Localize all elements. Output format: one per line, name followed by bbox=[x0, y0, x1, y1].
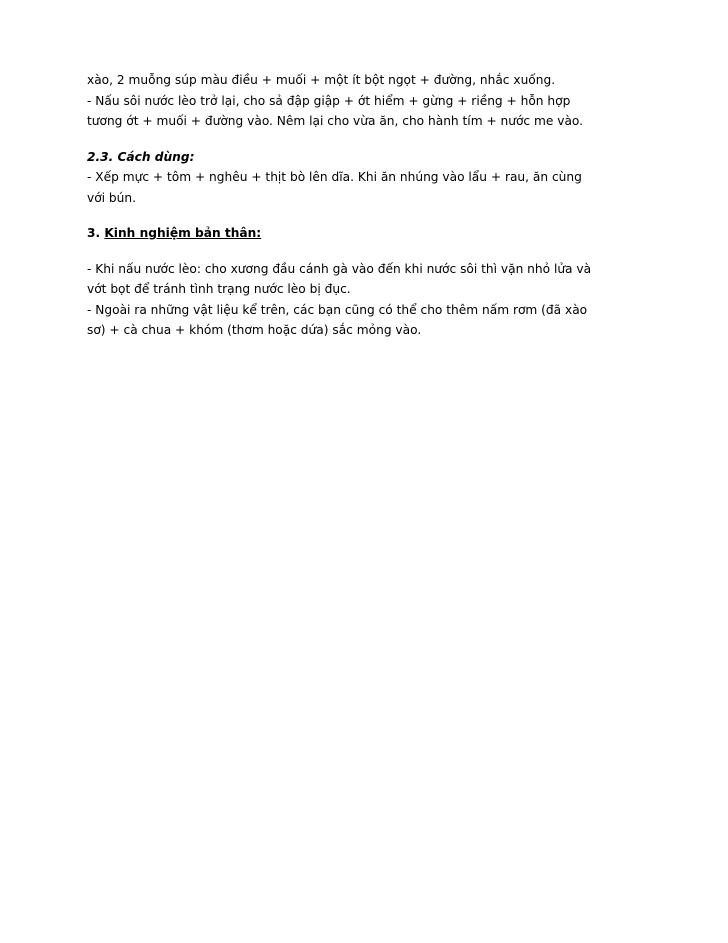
section-heading: 2.3. Cách dùng: bbox=[87, 149, 195, 164]
text-line: sơ) + cà chua + khóm (thơm hoặc dứa) sắc mỏng vào. bbox=[87, 323, 422, 337]
paragraph-spacer bbox=[87, 244, 647, 259]
section-cach-dung bbox=[87, 147, 647, 209]
text-line: tương ớt + muối + đường vào. Nêm lại cho vừa ăn, cho hành tím + nước me vào. bbox=[87, 114, 584, 128]
section-heading-number: 3. bbox=[87, 226, 105, 240]
paragraph-spacer bbox=[87, 132, 647, 147]
section-heading-text: Kinh nghiệm bản thân: bbox=[104, 226, 262, 240]
text-line: - Nấu sôi nước lèo trở lại, cho sả đập giập + ớt hiểm + gừng + riềng + hỗn hợp bbox=[87, 93, 571, 108]
paragraph-tips bbox=[87, 259, 647, 341]
section-heading bbox=[87, 223, 647, 244]
text-line: với bún. bbox=[87, 190, 136, 205]
text-line: - Xếp mực + tôm + nghêu + thịt bò lên dĩa. Khi ăn nhúng vào lẩu + rau, ăn cùng bbox=[87, 170, 582, 184]
paragraph-cooking-steps bbox=[87, 70, 647, 132]
text-line: - Ngoài ra những vật liệu kể trên, các bạn cũng có thể cho thêm nấm rơm (đã xào bbox=[87, 302, 588, 317]
paragraph-spacer bbox=[87, 208, 647, 223]
text-line: xào, 2 muỗng súp màu điều + muối + một ít bột ngọt + đường, nhắc xuống. bbox=[87, 73, 556, 87]
document-page bbox=[87, 70, 647, 341]
text-line: vớt bọt để tránh tình trạng nước lèo bị đục. bbox=[87, 282, 351, 296]
section-kinh-nghiem bbox=[87, 223, 647, 244]
text-line: - Khi nấu nước lèo: cho xương đầu cánh gà vào đến khi nước sôi thì vặn nhỏ lửa và bbox=[87, 261, 592, 276]
